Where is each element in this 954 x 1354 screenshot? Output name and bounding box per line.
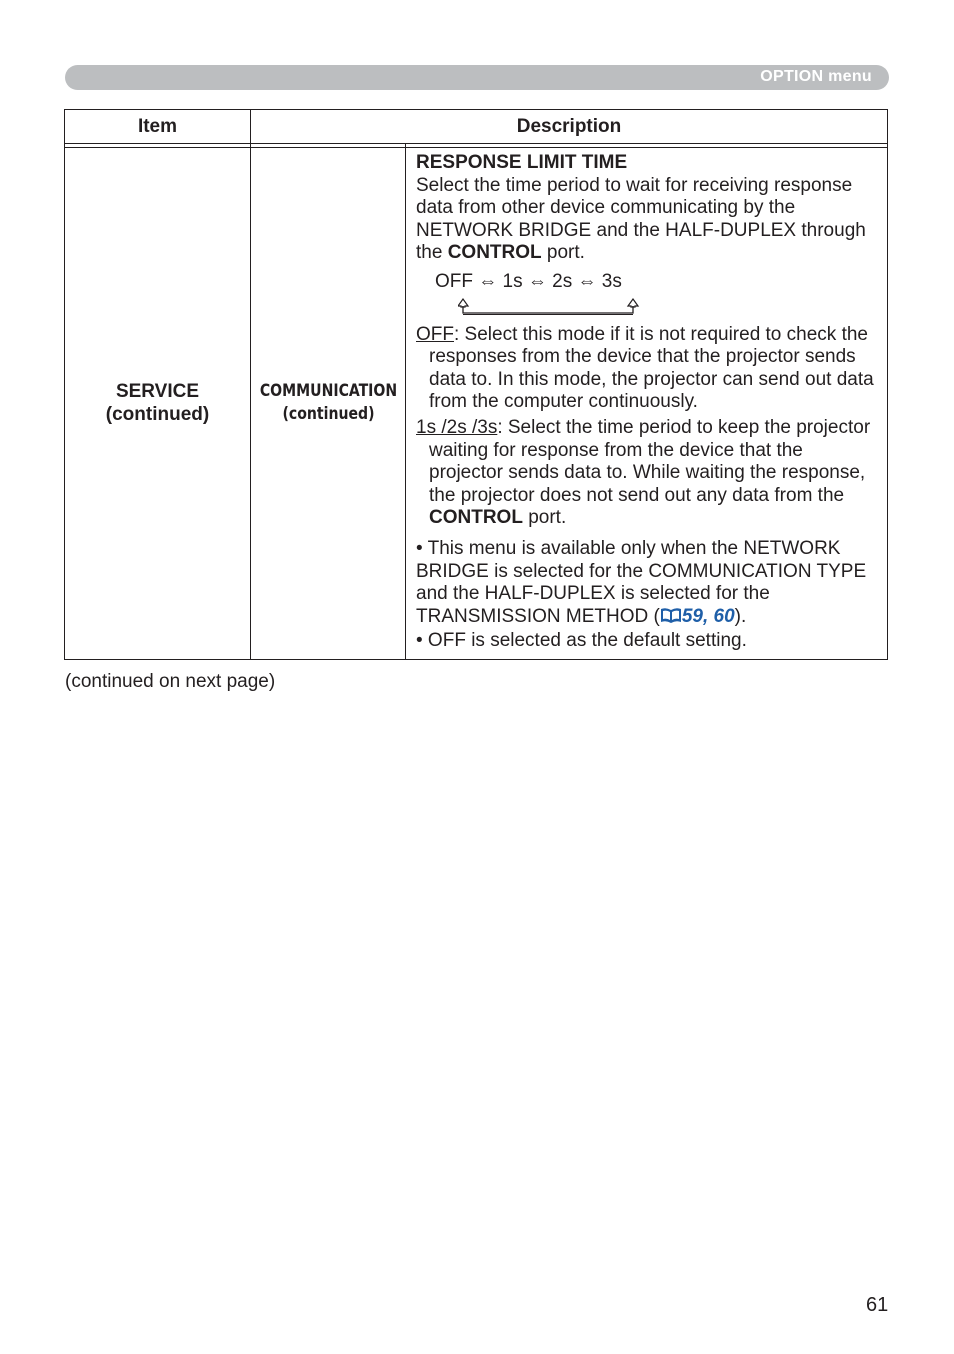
page-number: 61: [866, 1294, 889, 1316]
cycle-loop-arrow-icon: [458, 294, 658, 316]
subitem-continued: (continued): [281, 404, 375, 425]
section-title: OPTION menu: [760, 68, 872, 85]
subitem-cell: [257, 148, 400, 660]
item-name: SERVICE: [115, 381, 200, 403]
setting-title: RESPONSE LIMIT TIME: [416, 152, 628, 173]
description-cell: [406, 148, 888, 660]
option-table: [64, 109, 888, 660]
column-header-item: Item: [65, 110, 251, 144]
item-continued: (continued): [105, 404, 210, 426]
section-header-bar: [65, 65, 889, 90]
page-reference-link[interactable]: 59, 60: [681, 605, 735, 627]
availability-note: • This menu is available only when the NETWORK BRIDGE is selected for the COMMUNICATION TYPE and the HALF-DUPLEX is selected for the TRANSMISSION METHOD ( 59, 60).: [416, 538, 878, 630]
subitem-name: COMMUNICATION: [259, 381, 397, 402]
table-header-row: [65, 110, 888, 144]
default-note: • OFF is selected as the default setting.: [416, 630, 747, 652]
column-header-description: Description: [251, 110, 888, 144]
continued-note: (continued on next page): [65, 671, 276, 692]
table-row: [65, 148, 888, 660]
off-option-description: OFF: Select this mode if it is not required to check the responses from the device that the projector sends data to. In this mode, the projector can send out data from the computer continuously.: [416, 323, 874, 413]
option-cycle: OFF ⇔ 1s ⇔ 2s ⇔ 3s: [435, 270, 622, 292]
setting-intro: Select the time period to wait for receiving response data from other device communicating by the NETWORK BRIDGE and the HALF-DUPLEX through the CONTROL port.: [416, 174, 866, 264]
book-reference-icon: [660, 607, 682, 631]
time-option-description: 1s /2s /3s: Select the time period to keep the projector waiting for response from the device that the projector sends data to. While waiting the response, the projector does not send out any data from the CONTROL port.: [416, 416, 871, 529]
item-cell: [65, 148, 251, 660]
